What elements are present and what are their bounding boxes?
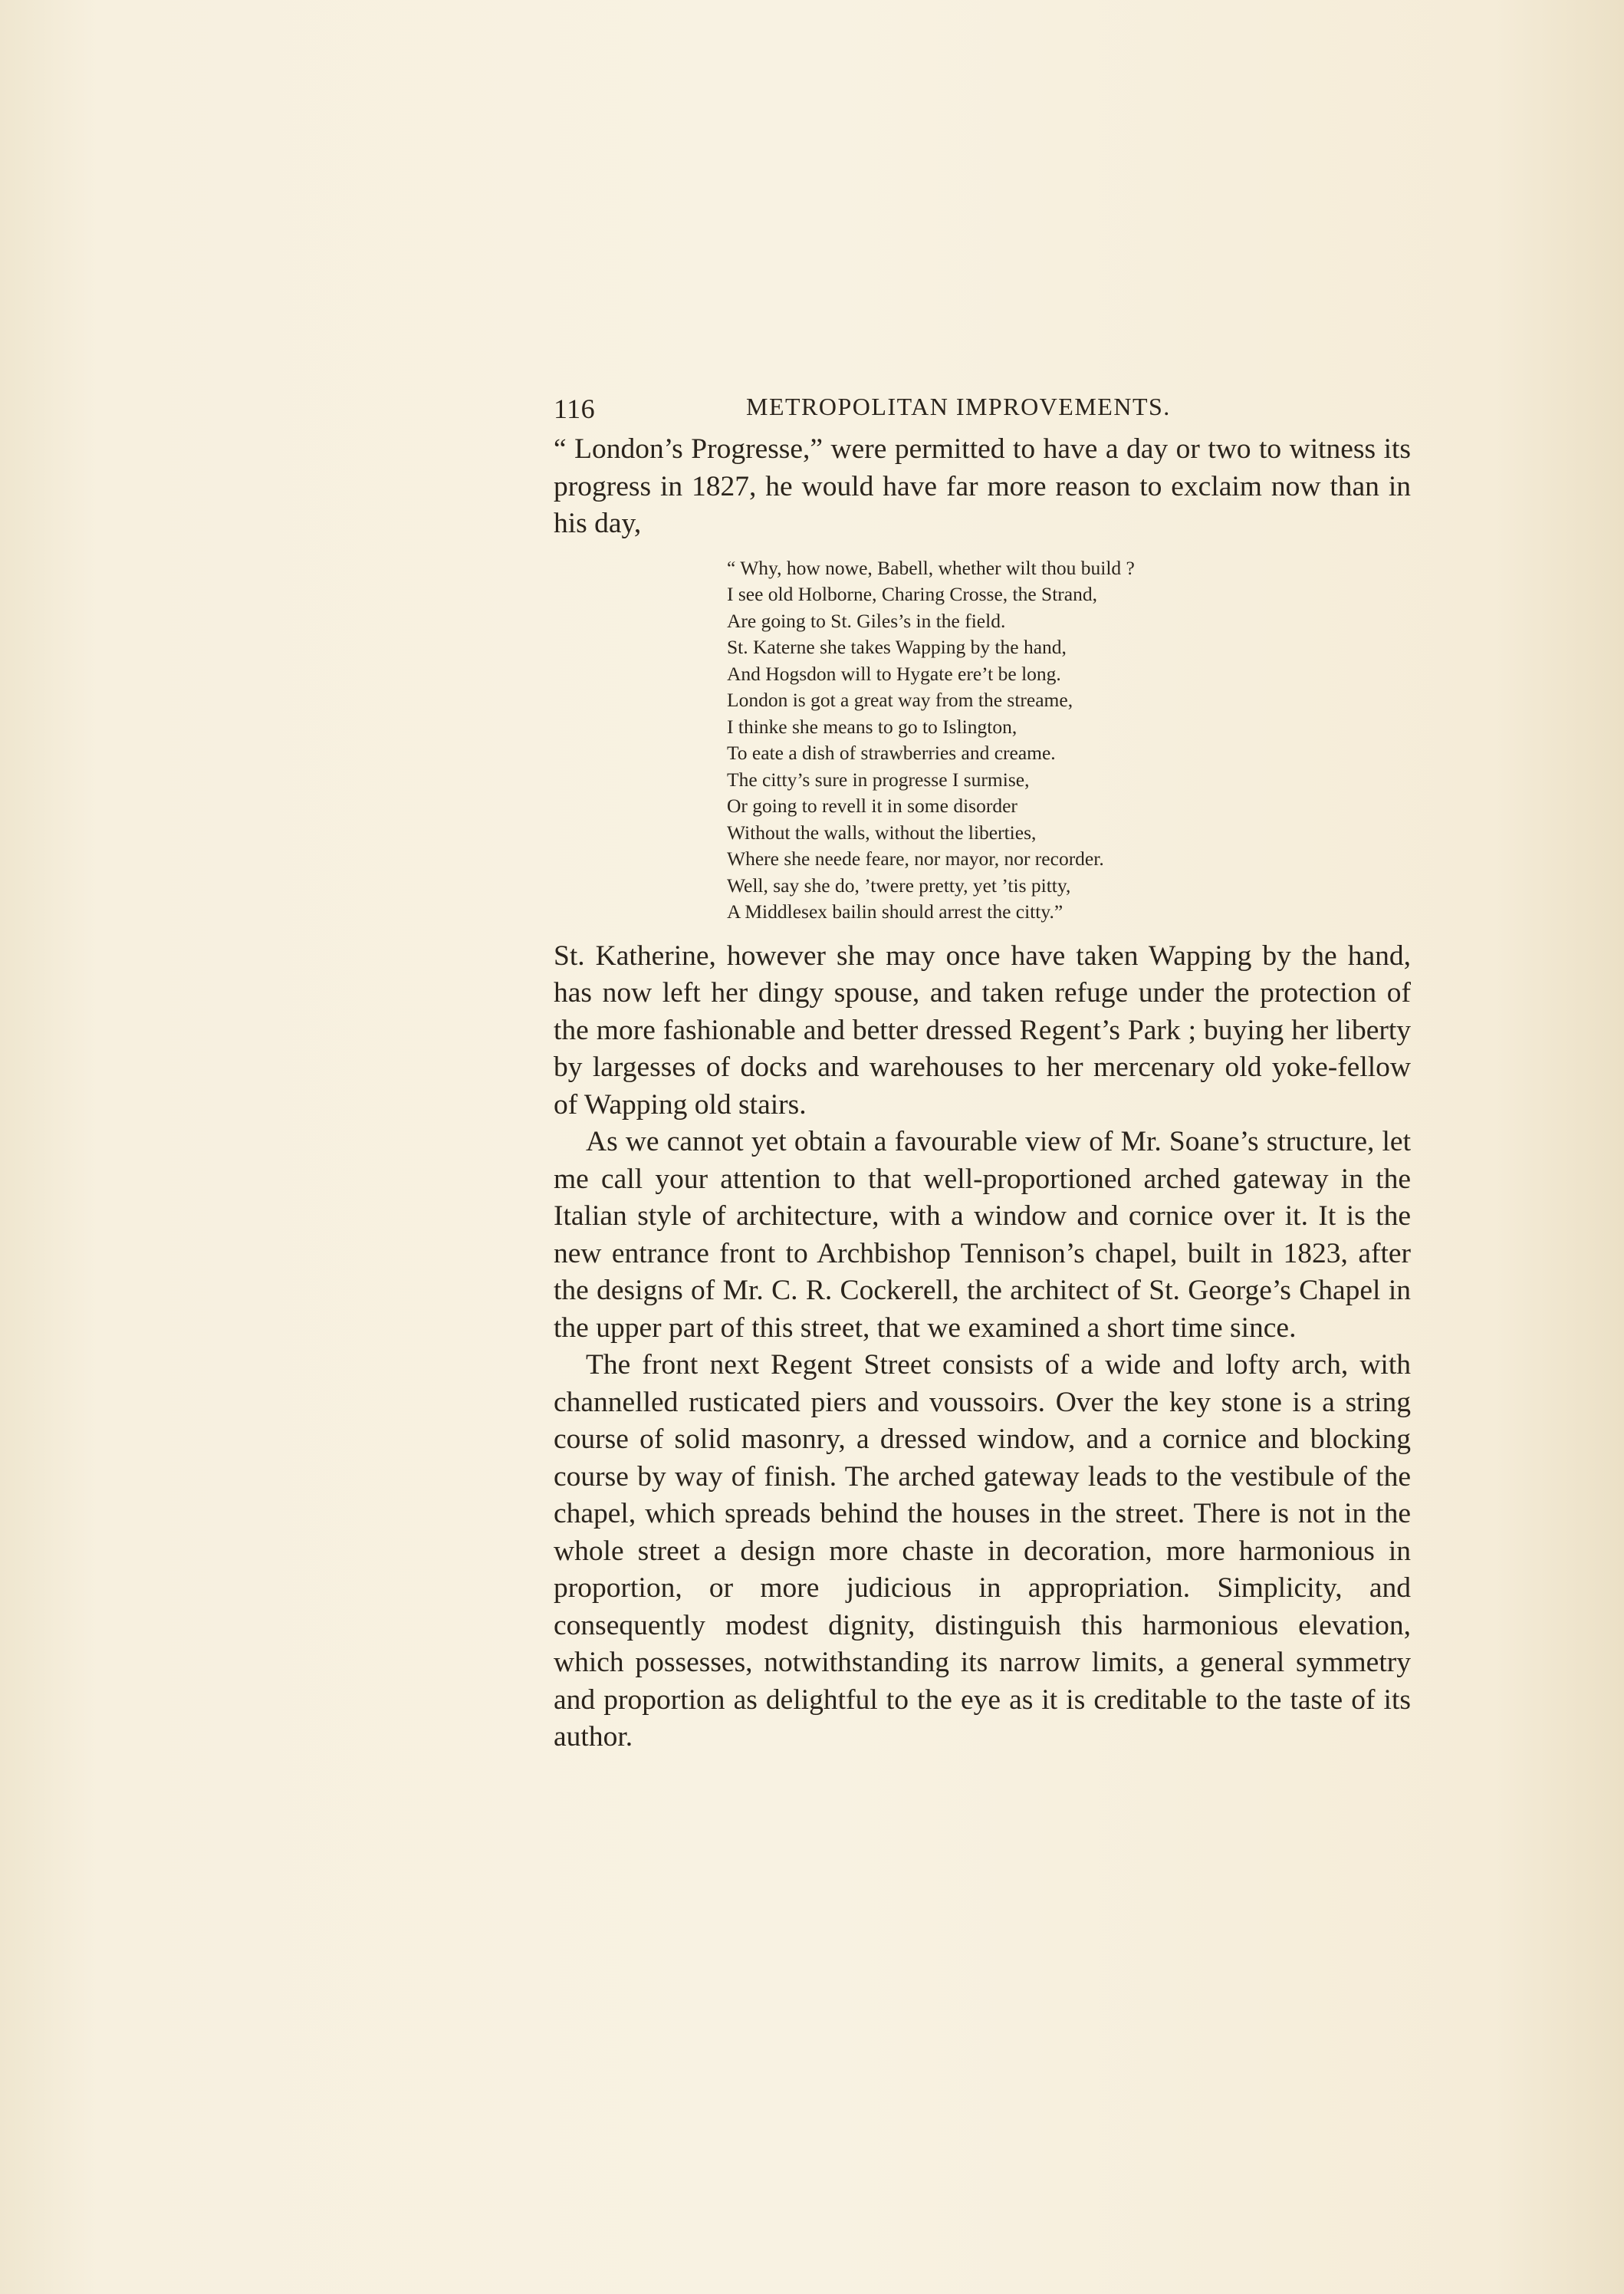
verse-quotation: [727, 555, 1411, 926]
verse-line: Or going to revell it in some disorder: [727, 795, 1017, 817]
verse-line: Without the walls, without the liberties,: [727, 821, 1037, 844]
verse-line: St. Katerne she takes Wapping by the hand,: [727, 636, 1067, 658]
paragraph-gateway: As we cannot yet obtain a favourable view of Mr. Soane’s structure, let me call your attention to that well-proportioned arched gateway in the Italian style of architecture, with a window and cornice over it. It is the new entrance front to Archbishop Tennison’s chapel, built in 1823, after the designs of Mr. C. R. Cockerell, the architect of St. George’s Chapel in the upper part of this street, that we examined a short time since.: [554, 1126, 1411, 1344]
verse-line: Well, say she do, ’twere pretty, yet ’tis pitty,: [727, 874, 1071, 897]
verse-line: A Middlesex bailin should arrest the citty.”: [727, 900, 1063, 923]
paragraph-intro: “ London’s Progresse,” were permitted to have a day or two to witness its progress in 1827, he would have far more reason to exclaim now than in his day,: [554, 433, 1411, 539]
paragraph-front: The front next Regent Street consists of a wide and lofty arch, with channelled rusticated piers and voussoirs. Over the key stone is a string course of solid masonry, a dressed window, and a cornice and blocking course by way of finish. The arched gateway leads to the vestibule of the chapel, which spreads behind the houses in the street. There is not in the whole street a design more chaste in decoration, more harmonious in proportion, or more judicious in appropriation. Simplicity, and consequently modest dignity, distinguish this harmonious elevation, which possesses, notwithstanding its narrow limits, a general symmetry and proportion as delightful to the eye as it is creditable to the taste of its author.: [554, 1349, 1411, 1753]
verse-line: I thinke she means to go to Islington,: [727, 715, 1017, 738]
verse-line: “ Why, how nowe, Babell, whether wilt thou build ?: [727, 556, 1135, 579]
verse-line: Are going to St. Giles’s in the field.: [727, 609, 1006, 632]
verse-line: London is got a great way from the streame,: [727, 689, 1073, 711]
running-head-title: METROPOLITAN IMPROVEMENTS.: [746, 393, 1171, 420]
paragraph-katherine: St. Katherine, however she may once have taken Wapping by the hand, has now left her dingy spouse, and taken refuge under the protection of the more fashionable and better dressed Regent’s Park ; buying her liberty by largesses of docks and warehouses to her mercenary old yoke-fellow of Wapping old stairs.: [554, 940, 1411, 1121]
verse-line: I see old Holborne, Charing Crosse, the Strand,: [727, 583, 1097, 605]
verse-line: The citty’s sure in progresse I surmise,: [727, 768, 1030, 791]
verse-line: And Hogsdon will to Hygate ere’t be long.: [727, 662, 1061, 685]
running-head: [554, 383, 1411, 431]
page-number: 116: [554, 393, 596, 424]
verse-line: Where she neede feare, nor mayor, nor recorder.: [727, 847, 1104, 870]
verse-line: To eate a dish of strawberries and creame.: [727, 742, 1056, 764]
page-text: [554, 383, 1411, 1756]
